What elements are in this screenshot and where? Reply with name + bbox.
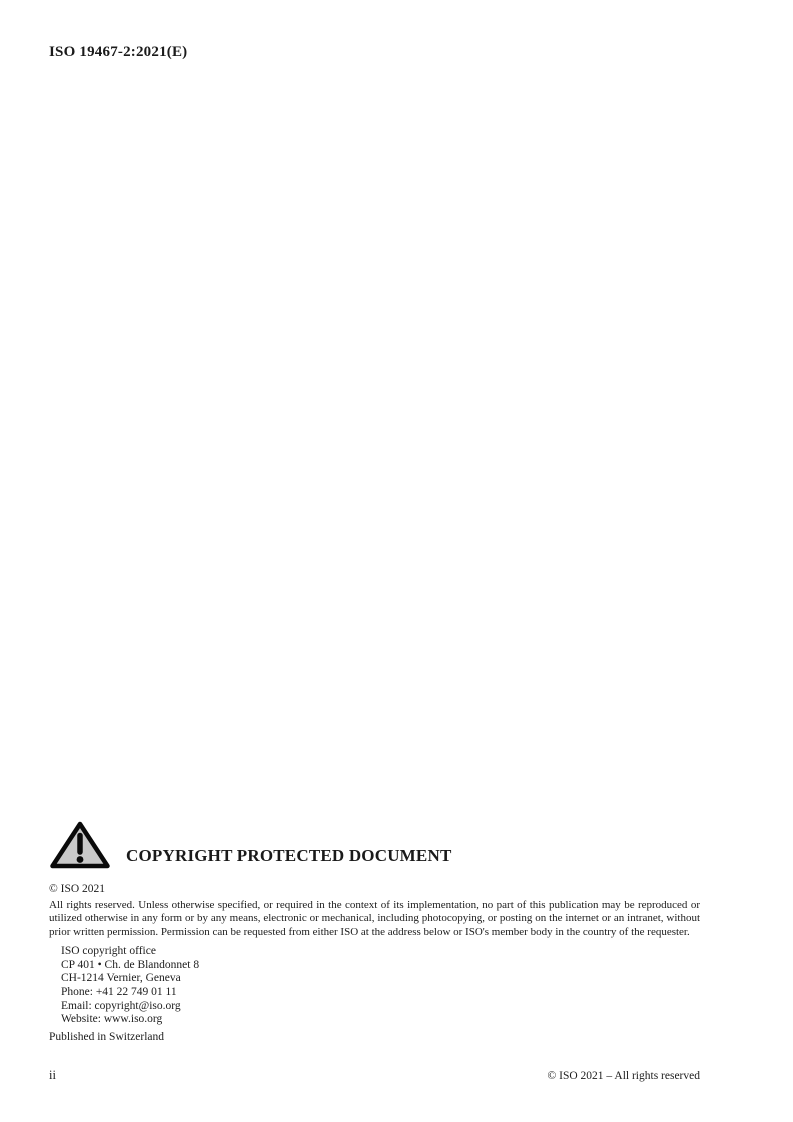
address-line-website: Website: www.iso.org <box>61 1013 163 1026</box>
copyright-year-line: © ISO 2021 <box>49 883 106 895</box>
address-line-office: ISO copyright office <box>61 945 156 958</box>
document-reference-header: ISO 19467-2:2021(E) <box>49 44 188 60</box>
copyright-notice-paragraph: All rights reserved. Unless otherwise specified, or required in the context of its implementation, no part of this publication may be reproduced or utilized otherwise in any form or by any means, electronic or mechanical, including photocopying, or posting on the internet or an intranet, without prior written permission. Permission can be requested from either ISO at the address below or ISO's member body in the country of the requester. <box>49 899 700 938</box>
address-line-email: Email: copyright@iso.org <box>61 999 181 1012</box>
copyright-section-header <box>49 820 700 870</box>
address-line-street: CP 401 • Ch. de Blandonnet 8 <box>61 958 200 971</box>
published-in-line: Published in Switzerland <box>49 1030 164 1043</box>
warning-triangle-icon <box>49 820 111 870</box>
copyright-protected-section <box>49 820 700 1043</box>
address-line-city: CH-1214 Vernier, Geneva <box>61 972 181 985</box>
address-line-phone: Phone: +41 22 749 01 11 <box>61 986 177 998</box>
footer-copyright-text: © ISO 2021 – All rights reserved <box>547 1070 700 1082</box>
footer-page-number: ii <box>49 1068 56 1082</box>
iso-address-block <box>61 945 700 1027</box>
page-footer <box>49 1068 700 1083</box>
copyright-section-title: COPYRIGHT PROTECTED DOCUMENT <box>126 846 452 865</box>
